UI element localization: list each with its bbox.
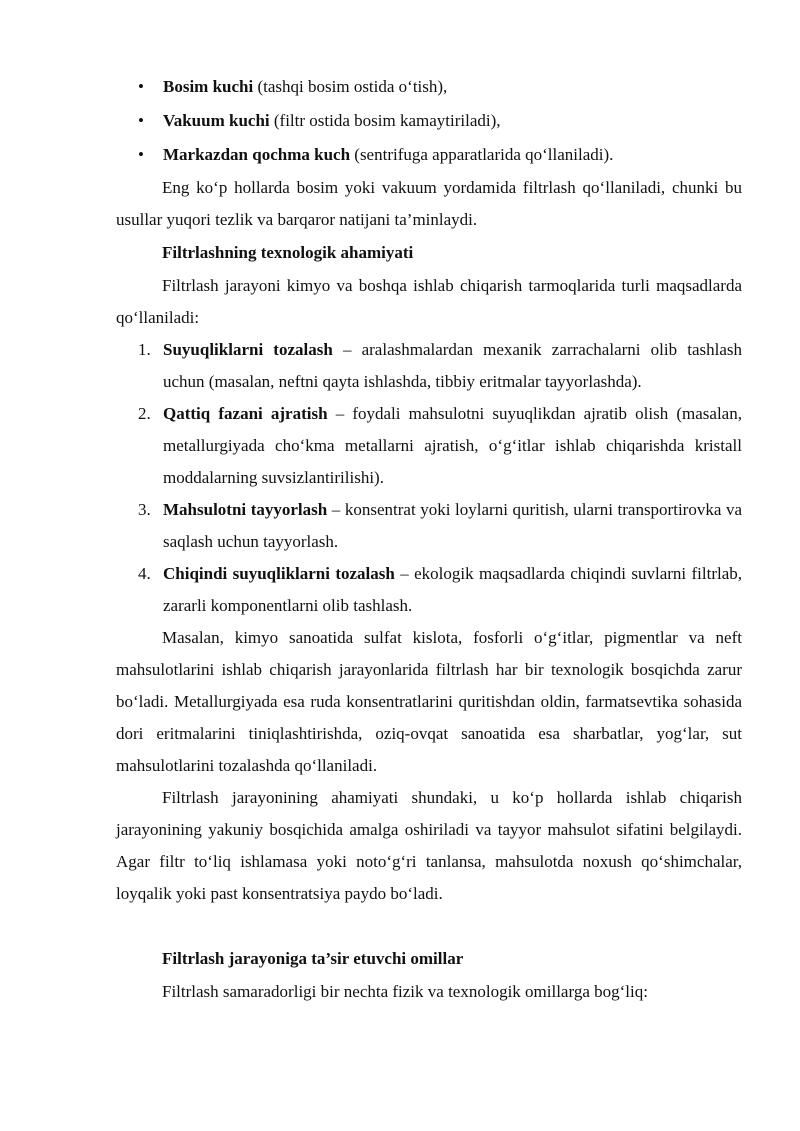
item-term: Chiqindi suyuqliklarni tozalash xyxy=(163,564,395,583)
item-term: Mahsulotni tayyorlash xyxy=(163,500,328,519)
paragraph-intro: Eng ko‘p hollarda bosim yoki vakuum yordamida filtrlash qo‘llaniladi, chunki bu usullar yuqori tezlik va barqaror natijani ta’minlaydi. xyxy=(116,178,742,229)
item-description: – ekologik maqsadlarda chiqindi suvlarni filtrlab, zararli komponentlarni olib tashlash. xyxy=(163,564,743,615)
bullet-item xyxy=(116,70,742,104)
bullet-description: (tashqi bosim ostida o‘tish), xyxy=(253,77,448,96)
numbered-item xyxy=(116,558,742,622)
item-term: Qattiq fazani ajratish xyxy=(163,404,328,423)
item-number: 1. xyxy=(138,340,151,359)
paragraph-factors: Filtrlash samaradorligi bir nechta fizik va texnologik omillarga bog‘liq: xyxy=(162,982,648,1001)
numbered-item xyxy=(116,334,742,398)
bullet-description: (sentrifuga apparatlarida qo‘llaniladi). xyxy=(350,145,614,164)
section-heading-technological-importance: Filtrlashning texnologik ahamiyati xyxy=(162,243,414,262)
numbered-item xyxy=(116,494,742,558)
document-page xyxy=(116,70,742,1008)
bullet-dot: • xyxy=(138,111,144,130)
bullet-item xyxy=(116,104,742,138)
bullet-description: (filtr ostida bosim kamaytiriladi), xyxy=(269,111,501,130)
force-bullet-list xyxy=(116,70,742,172)
bullet-dot: • xyxy=(138,77,144,96)
bullet-item xyxy=(116,138,742,172)
bullet-term: Bosim kuchi xyxy=(163,77,254,96)
section-heading-influencing-factors: Filtrlash jarayoniga ta’sir etuvchi omillar xyxy=(162,949,464,968)
blank-line xyxy=(116,910,742,942)
bullet-dot: • xyxy=(138,145,144,164)
bullet-term: Markazdan qochma kuch xyxy=(163,145,351,164)
bullet-term: Vakuum kuchi xyxy=(163,111,270,130)
paragraph-example: Masalan, kimyo sanoatida sulfat kislota, fosforli o‘g‘itlar, pigmentlar va neft mahsulotlarini ishlab chiqarish jarayonlarida filtrlash har bir texnologik bosqichda zarur bo‘ladi. Metallurgiyada esa ruda konsentratlarini quritishdan oldin, farmatsevtika sohasida dori eritmalarini tiniqlashtirishda, oziq-ovqat sanoatida esa sharbatlar, yog‘lar, sut mahsulotlarini tozalashda qo‘llaniladi. xyxy=(116,628,742,775)
paragraph-importance: Filtrlash jarayonining ahamiyati shundaki, u ko‘p hollarda ishlab chiqarish jarayonining yakuniy bosqichida amalga oshiriladi va tayyor mahsulot sifatini belgilaydi. Agar filtr to‘liq ishlamasa yoki noto‘g‘ri tanlansa, mahsulotda noxush qo‘shimchalar, loyqalik yoki past konsentratsiya paydo bo‘ladi. xyxy=(116,788,742,903)
item-number: 3. xyxy=(138,500,151,519)
item-term: Suyuqliklarni tozalash xyxy=(163,340,333,359)
numbered-item xyxy=(116,398,742,494)
item-number: 2. xyxy=(138,404,151,423)
item-number: 4. xyxy=(138,564,151,583)
item-description: – konsentrat yoki loylarni quritish, ularni transportirovka va saqlash uchun tayyorlash. xyxy=(163,500,742,551)
purpose-numbered-list xyxy=(116,334,742,622)
paragraph-purpose: Filtrlash jarayoni kimyo va boshqa ishlab chiqarish tarmoqlarida turli maqsadlarda qo‘llaniladi: xyxy=(116,276,742,327)
item-description: – foydali mahsulotni suyuqlikdan ajratib olish (masalan, metallurgiyada cho‘kma metallarni ajratish, o‘g‘itlar ishlab chiqarishda kristall moddalarning suvsizlantirilishi). xyxy=(163,404,742,487)
item-description: – aralashmalardan mexanik zarrachalarni olib tashlash uchun (masalan, neftni qayta ishlashda, tibbiy eritmalar tayyorlashda). xyxy=(163,340,742,391)
